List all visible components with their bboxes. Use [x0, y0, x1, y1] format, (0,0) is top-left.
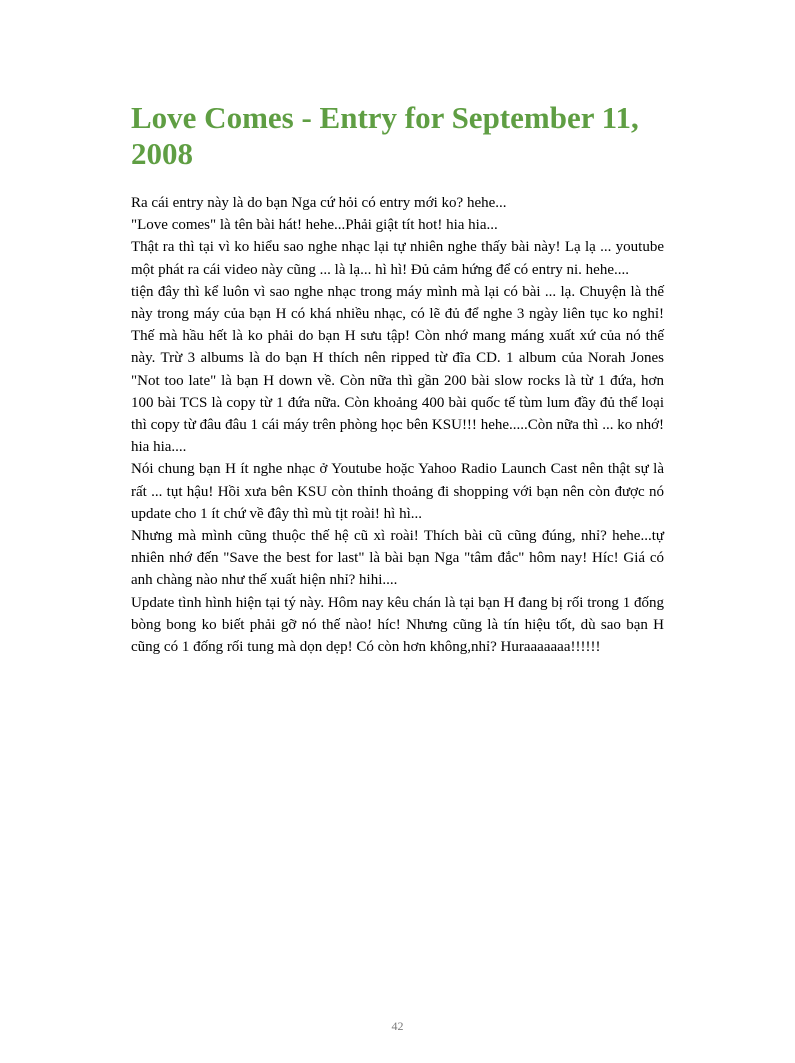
- paragraph: Thật ra thì tại vì ko hiểu sao nghe nhạc lại tự nhiên nghe thấy bài này! Lạ lạ ... youtube một phát ra cái video này cũng ... là lạ... hì hì! Đủ cảm hứng để có entry ni. hehe....: [131, 239, 664, 278]
- paragraph: Nói chung bạn H ít nghe nhạc ở Youtube hoặc Yahoo Radio Launch Cast nên thật sự là rất ... tụt hậu! Hồi xưa bên KSU còn thỉnh thoảng đi shopping với bạn nên còn được nó update cho 1 ít chứ về đây thì mù tịt roài! hì hì...: [131, 461, 664, 522]
- paragraph: Update tình hình hiện tại tý này. Hôm nay kêu chán là tại bạn H đang bị rối trong 1 đống bòng bong ko biết phải gỡ nó thế nào! híc! Nhưng cũng là tín hiệu tốt, dù sao bạn H cũng có 1 đống rối tung mà dọn dẹp! Có còn hơn không,nhỉ? Huraaaaaaa!!!!!!: [131, 594, 664, 656]
- entry-title: Love Comes - Entry for September 11, 2008: [131, 100, 639, 171]
- paragraph: tiện đây thì kể luôn vì sao nghe nhạc trong máy mình mà lại có bài ... lạ. Chuyện là thế này trong máy của bạn H có khá nhiều nhạc, có lẽ đủ để nghe 3 ngày liên tục ko nghỉ! Thế mà hầu hết là ko phải do bạn H sưu tập! Còn nhớ mang máng xuất xứ của nó thế này. Trừ 3 albums là do bạn H thích nên ripped từ đĩa CD. 1 album của Norah Jones "Not too late" là bạn H down về. Còn nữa thì gần 200 bài slow rocks là từ 1 đứa, hơn 100 bài TCS là copy từ 1 đứa nữa. Còn khoảng 400 bài quốc tế tùm lum đầy đủ thể loại thì copy từ đâu đâu 1 cái máy trên phòng học bên KSU!!! hehe.....Còn nữa thì ... ko nhớ! hia hia....: [131, 283, 664, 456]
- page-number: 42: [391, 1019, 404, 1033]
- paragraph: Nhưng mà mình cũng thuộc thế hệ cũ xì roài! Thích bài cũ cũng đúng, nhỉ? hehe...tự nhiên nhớ đến "Save the best for last" là bài bạn Nga "tâm đắc" hôm nay! Híc! Giá có anh chàng nào như thế xuất hiện nhỉ? hihi....: [131, 528, 664, 589]
- entry-body: [131, 192, 664, 658]
- paragraph: Ra cái entry này là do bạn Nga cứ hỏi có entry mới ko? hehe...: [131, 195, 507, 211]
- paragraph: "Love comes" là tên bài hát! hehe...Phải giật tít hot! hia hia...: [131, 217, 498, 234]
